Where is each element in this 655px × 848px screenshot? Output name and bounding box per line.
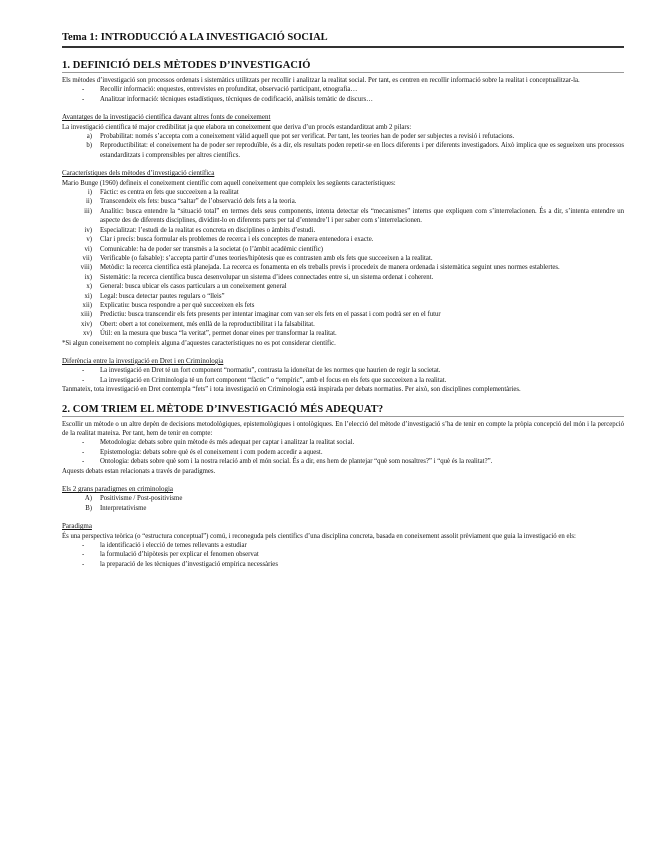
list-item <box>62 273 624 282</box>
section-2-bullets <box>62 438 624 466</box>
list-item <box>62 282 624 291</box>
list-marker: a) <box>86 133 92 141</box>
list-marker: xiii) <box>80 311 92 319</box>
document-page <box>62 32 624 569</box>
list-item: - Metodologia: debats sobre quin mètode és més adequat per captar i analitzar la realitat social. <box>82 438 624 447</box>
list-item <box>62 132 624 141</box>
list-item <box>62 245 624 254</box>
list-marker: vi) <box>84 245 92 253</box>
list-marker: vii) <box>82 254 92 262</box>
list-item: - La investigació en Criminologia té un fort component “fàctic” o “empíric”, amb el focus en els fets que succeeixen a la realitat. <box>82 376 624 385</box>
list-item <box>62 292 624 301</box>
list-item-text: Fàctic: es centra en fets que succeeixen a la realitat <box>100 189 239 197</box>
list-item-text: Clar i precís: busca formular els problemes de recerca i els conceptes de manera entenedora i exacte. <box>100 236 374 244</box>
list-item-text: Analític: busca entendre la “situació total” en termes dels seus components, intenta detectar els “mecanismes” interns que expliquen com s’interrelacionen. És a dir, s’intenta entendre un aspecte des de diferents disciplines, dividint-lo en diferents parts per tal d’entendre’l i per saber com s’interrelacionen. <box>100 207 624 225</box>
list-item-text: Interpretativisme <box>100 504 147 512</box>
list-item: - la identificació i elecció de temes rellevants a estudiar <box>82 541 624 550</box>
advantages-list <box>62 132 624 160</box>
list-item-text: Reproductibilitat: el coneixement ha de poder ser reproduïble, és a dir, els resultats poden repetir-se en llocs diferents i per diferents investigadors. Això implica que es segueixen uns processos estandarditzats i comprensibles per altres científics. <box>100 142 624 159</box>
list-item-text: Útil: en la mesura que busca “la veritat”, permet donar eines per transformar la realitat. <box>100 330 337 338</box>
list-item: - La investigació en Dret té un fort component “normatiu”, contrasta la idoneïtat de les normes que haurien de regir la societat. <box>82 366 624 375</box>
paradigm-definition-text: És una perspectiva teòrica (o “estructura conceptual”) comú, i reconeguda pels científics d’una disciplina concreta, basada en coneixement assolit prèviament que guia la investigació en els: <box>62 532 576 540</box>
list-marker: iii) <box>84 207 92 215</box>
list-marker: xi) <box>84 292 92 300</box>
list-item-text: Probabilitat: només s’accepta com a coneixement vàlid aquell que pot ser verificat. Per tant, les teories han de poder ser subjectes a revisió i refutacions. <box>100 133 515 141</box>
list-item-text: Sistemàtic: la recerca científica busca desenvolupar un sistema d’idees connectades entre si, un sistema ordenat i coherent. <box>100 273 434 281</box>
list-item <box>62 207 624 226</box>
list-item-text: Transcendeix els fets: busca “saltar” de l’observació dels fets a la teoria. <box>100 198 297 206</box>
list-marker: xii) <box>82 301 92 309</box>
list-marker: ix) <box>84 273 92 281</box>
list-marker: v) <box>86 236 92 244</box>
list-marker: iv) <box>84 226 92 234</box>
paradigms-heading: Els 2 grans paradigmes en criminologia <box>62 485 173 494</box>
difference-list <box>62 366 624 385</box>
list-item: - la preparació de les tècniques d’investigació empírica necessàries <box>82 560 624 569</box>
list-item-text: Predictiu: busca transcendir els fets presents per intentar imaginar com van ser els fets en el passat i com podrà ser en el futur <box>100 311 441 319</box>
paradigms-list <box>62 494 624 513</box>
characteristics-intro: Mario Bunge (1960) defineix el coneixement científic com aquell coneixement que compleix les següents característiques: <box>62 179 396 187</box>
list-item-text: Positivisme / Post-positivisme <box>100 495 183 503</box>
list-item-text: General: busca ubicar els casos particulars a un coneixement general <box>100 283 287 291</box>
section-1-title: 1. DEFINICIÓ DELS MÈTODES D’INVESTIGACIÓ <box>62 60 624 73</box>
list-marker: A) <box>84 495 92 503</box>
list-item <box>62 197 624 206</box>
list-marker: viii) <box>80 264 92 272</box>
list-item <box>62 188 624 197</box>
list-marker: ii) <box>85 198 92 206</box>
list-item: - Analitzar informació: tècniques estadístiques, tècniques de codificació, anàlisis temàtic de discurs… <box>82 95 624 104</box>
list-marker: xiv) <box>81 320 92 328</box>
list-item-text: Metòdic: la recerca científica està planejada. La recerca es fonamenta en els treballs previs i procedeix de manera ordenada i sistemàtica seguint unes normes establertes. <box>100 264 560 272</box>
section-1-bullets <box>62 85 624 104</box>
characteristics-heading: Característiques dels mètodes d’investigació científica <box>62 169 215 178</box>
paradigm-definition-list <box>62 541 624 569</box>
list-item <box>62 226 624 235</box>
paradigm-definition-heading: Paradigma <box>62 522 92 531</box>
list-item <box>62 254 624 263</box>
advantages-heading: Avantatges de la investigació científica davant altres fonts de coneixement <box>62 113 271 122</box>
section-1-intro: Els mètodes d’investigació son processos ordenats i sistemàtics utilitzats per recollir i analitzar la realitat social. Per tant, es centren en recollir informació sobre la realitat i conceptualitzar-la. <box>62 77 580 84</box>
list-item: - Recollir informació: enquestes, entrevistes en profunditat, observació participant, etnografia… <box>82 85 624 94</box>
section-2-outro: Aquests debats estan relacionats a través de paradigmes. <box>62 467 216 475</box>
list-item: - la formulació d’hipòtesis per explicar el fenomen observat <box>82 550 624 559</box>
list-item <box>62 301 624 310</box>
difference-heading: Diferència entre la investigació en Dret i en Criminologia <box>62 356 224 365</box>
list-marker: x) <box>86 283 92 291</box>
list-item-text: Comunicable: ha de poder ser transmès a la societat (o l’àmbit acadèmic científic) <box>100 245 324 253</box>
characteristics-list <box>62 188 624 339</box>
list-item: - Ontologia: debats sobre què som i la nostra relació amb el món social. És a dir, ens hem de plantejar “què som nosaltres?” i “què és la realitat?”. <box>82 457 624 466</box>
list-item <box>62 141 624 160</box>
list-marker: xv) <box>82 330 92 338</box>
list-item <box>62 320 624 329</box>
list-item <box>62 263 624 272</box>
list-marker: i) <box>87 189 92 197</box>
section-2-title: 2. COM TRIEM EL MÈTODE D’INVESTIGACIÓ MÉS ADEQUAT? <box>62 404 624 417</box>
list-item-text: Obert: obert a tot coneixement, més enllà de la reproductibilitat i la falsabilitat. <box>100 320 315 328</box>
list-item-text: Verificable (o falsable): s’accepta partir d’unes teories/hipòtesis que es contrasten amb els fets que succeeixen a la realitat. <box>100 254 433 262</box>
list-item <box>62 329 624 338</box>
difference-outro: Tanmateix, tota investigació en Dret contempla “fets” i tota investigació en Criminologia està inspirada per debats normatius. Per això, son disciplines complementàries. <box>62 386 521 394</box>
list-item-text: Explicatiu: busca respondre a per què succeeixen els fets <box>100 301 255 309</box>
list-marker: b) <box>86 142 92 150</box>
list-item <box>62 504 624 513</box>
list-item <box>62 235 624 244</box>
list-item <box>62 310 624 319</box>
list-item <box>62 494 624 503</box>
section-2-intro: Escollir un mètode o un altre depèn de decisions metodològiques, epistemològiques i ontològiques. En l’elecció del mètode d’investigació s’ha de tenir en compte la pròpia concepció del món i la percepció de la realitat mateixa. Per tant, hem de tenir en compte: <box>62 420 624 437</box>
list-marker: B) <box>85 504 92 512</box>
list-item-text: Legal: busca detectar pautes regulars o “lleis” <box>100 292 225 300</box>
characteristics-note: *Si algun coneixement no compleix alguna d’aquestes característiques no es pot considerar científic. <box>62 339 336 347</box>
advantages-intro: La investigació científica té major credibilitat ja que elabora un coneixement que deriva d’un procés estandarditzat amb 2 pilars: <box>62 123 412 131</box>
list-item-text: Especialitzat: l’estudi de la realitat es concreta en disciplines o àmbits d’estudi. <box>100 226 316 234</box>
document-title: Tema 1: INTRODUCCIÓ A LA INVESTIGACIÓ SOCIAL <box>62 32 624 48</box>
list-item: - Epistemologia: debats sobre què és el coneixement i com podem accedir a aquest. <box>82 448 624 457</box>
